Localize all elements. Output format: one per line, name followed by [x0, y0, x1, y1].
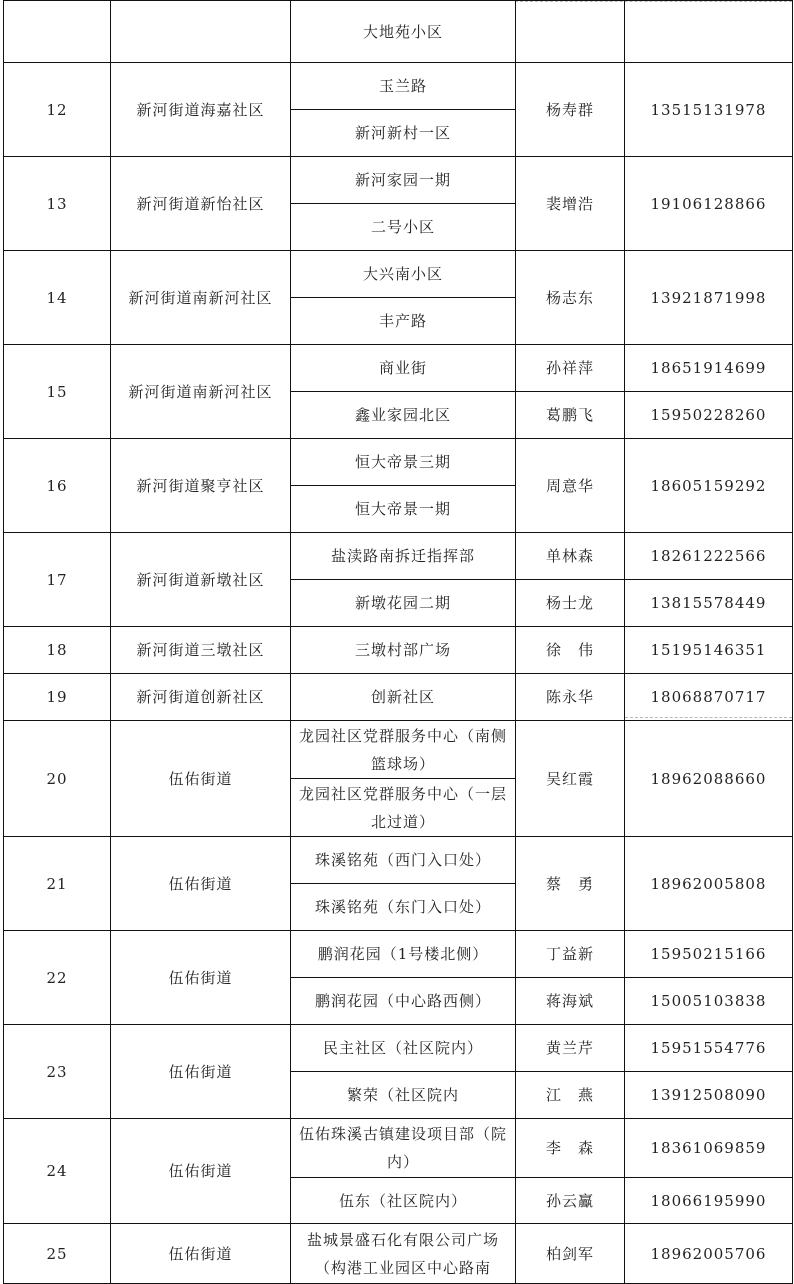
site-name: 鹏润花园（中心路西侧）: [291, 978, 516, 1025]
site-name: 伍佑珠溪古镇建设项目部（院内）: [291, 1119, 516, 1178]
vaccination-site-table: [3, 0, 793, 1284]
contact-person: 孙祥萍: [516, 345, 625, 392]
site-name: 大地苑小区: [291, 1, 516, 63]
contact-phone: 15951554776: [625, 1025, 793, 1072]
site-name: 大兴南小区: [291, 251, 516, 298]
row-number: 20: [4, 721, 111, 837]
row-number: 18: [4, 627, 111, 674]
contact-person: 裴增浩: [516, 157, 625, 251]
contact-phone: 18605159292: [625, 439, 793, 533]
contact-person: 单林森: [516, 533, 625, 580]
contact-phone: 18066195990: [625, 1178, 793, 1224]
site-name: 繁荣（社区院内: [291, 1072, 516, 1119]
row-number: 25: [4, 1224, 111, 1284]
site-name: 恒大帝景三期: [291, 439, 516, 486]
row-number: 14: [4, 251, 111, 345]
contact-person: 葛鹏飞: [516, 392, 625, 439]
contact-phone: 15950215166: [625, 931, 793, 978]
contact-phone: 18068870717: [625, 674, 793, 721]
community-name: 新河街道南新河社区: [111, 251, 291, 345]
row-number: 15: [4, 345, 111, 439]
site-name: 伍东（社区院内）: [291, 1178, 516, 1224]
contact-person: 江 燕: [516, 1072, 625, 1119]
site-name: 新河家园一期: [291, 157, 516, 204]
site-name: 三墩村部广场: [291, 627, 516, 674]
contact-person: 黄兰芹: [516, 1025, 625, 1072]
table-row: [4, 439, 793, 486]
row-number: 22: [4, 931, 111, 1025]
table-row: [4, 1224, 793, 1284]
community-name: 新河街道创新社区: [111, 674, 291, 721]
table-row: [4, 627, 793, 674]
site-name: 新墩花园二期: [291, 580, 516, 627]
contact-phone: 13921871998: [625, 251, 793, 345]
site-name: 鑫业家园北区: [291, 392, 516, 439]
row-number: 17: [4, 533, 111, 627]
community-name: 新河街道三墩社区: [111, 627, 291, 674]
contact-person: 柏剑军: [516, 1224, 625, 1284]
site-name: 创新社区: [291, 674, 516, 721]
row-number: 19: [4, 674, 111, 721]
community-name: [111, 1, 291, 63]
row-number: 13: [4, 157, 111, 251]
community-name: 伍佑街道: [111, 1119, 291, 1224]
site-name: 鹏润花园（1号楼北侧）: [291, 931, 516, 978]
table-row: [4, 721, 793, 779]
contact-person: 徐 伟: [516, 627, 625, 674]
row-number: 12: [4, 63, 111, 157]
community-name: 新河街道新墩社区: [111, 533, 291, 627]
row-number: 21: [4, 837, 111, 931]
contact-phone: 13515131978: [625, 63, 793, 157]
contact-phone: 13815578449: [625, 580, 793, 627]
table-row: [4, 674, 793, 721]
site-name: 盐渎路南拆迁指挥部: [291, 533, 516, 580]
contact-person: 丁益新: [516, 931, 625, 978]
contact-phone: 15005103838: [625, 978, 793, 1025]
community-name: 伍佑街道: [111, 721, 291, 837]
contact-person: 蒋海斌: [516, 978, 625, 1025]
community-name: 新河街道海嘉社区: [111, 63, 291, 157]
community-name: 新河街道新怡社区: [111, 157, 291, 251]
contact-person: 孙云鸁: [516, 1178, 625, 1224]
contact-phone: 13912508090: [625, 1072, 793, 1119]
contact-phone: [625, 1, 793, 63]
site-name: 恒大帝景一期: [291, 486, 516, 533]
contact-person: 李 森: [516, 1119, 625, 1178]
site-name: 商业街: [291, 345, 516, 392]
table-row: [4, 345, 793, 392]
site-name: 丰产路: [291, 298, 516, 345]
table-row: [4, 157, 793, 204]
table-row: [4, 1, 793, 63]
table-row: [4, 1025, 793, 1072]
contact-phone: 18361069859: [625, 1119, 793, 1178]
site-name: 二号小区: [291, 204, 516, 251]
table-row: [4, 837, 793, 884]
site-name: 民主社区（社区院内）: [291, 1025, 516, 1072]
row-number: 16: [4, 439, 111, 533]
community-name: 伍佑街道: [111, 931, 291, 1025]
community-name: 伍佑街道: [111, 1025, 291, 1119]
site-name: 新河新村一区: [291, 110, 516, 157]
site-name: 龙园社区党群服务中心（一层北过道）: [291, 779, 516, 837]
table-row: [4, 533, 793, 580]
contact-phone: 18651914699: [625, 345, 793, 392]
site-name: 玉兰路: [291, 63, 516, 110]
contact-person: 杨士龙: [516, 580, 625, 627]
contact-phone: 15950228260: [625, 392, 793, 439]
contact-phone: 18962005808: [625, 837, 793, 931]
table-row: [4, 931, 793, 978]
contact-person: 蔡 勇: [516, 837, 625, 931]
contact-person: 陈永华: [516, 674, 625, 721]
community-name: 新河街道南新河社区: [111, 345, 291, 439]
site-name: 珠溪铭苑（东门入口处）: [291, 884, 516, 931]
community-name: 伍佑街道: [111, 837, 291, 931]
contact-person: 杨寿群: [516, 63, 625, 157]
contact-person: [516, 1, 625, 63]
contact-phone: 18962088660: [625, 721, 793, 837]
contact-phone: 15195146351: [625, 627, 793, 674]
contact-person: 吴红霞: [516, 721, 625, 837]
site-name: 盐城景盛石化有限公司广场（构港工业园区中心路南: [291, 1224, 516, 1284]
row-number: 23: [4, 1025, 111, 1119]
contact-phone: 18962005706: [625, 1224, 793, 1284]
contact-person: 周意华: [516, 439, 625, 533]
table-row: [4, 1119, 793, 1178]
table-row: [4, 251, 793, 298]
contact-phone: 19106128866: [625, 157, 793, 251]
site-name: 珠溪铭苑（西门入口处）: [291, 837, 516, 884]
community-name: 伍佑街道: [111, 1224, 291, 1284]
contact-person: 杨志东: [516, 251, 625, 345]
contact-phone: 18261222566: [625, 533, 793, 580]
table-row: [4, 63, 793, 110]
site-name: 龙园社区党群服务中心（南侧篮球场）: [291, 721, 516, 779]
row-number: [4, 1, 111, 63]
row-number: 24: [4, 1119, 111, 1224]
community-name: 新河街道聚亨社区: [111, 439, 291, 533]
